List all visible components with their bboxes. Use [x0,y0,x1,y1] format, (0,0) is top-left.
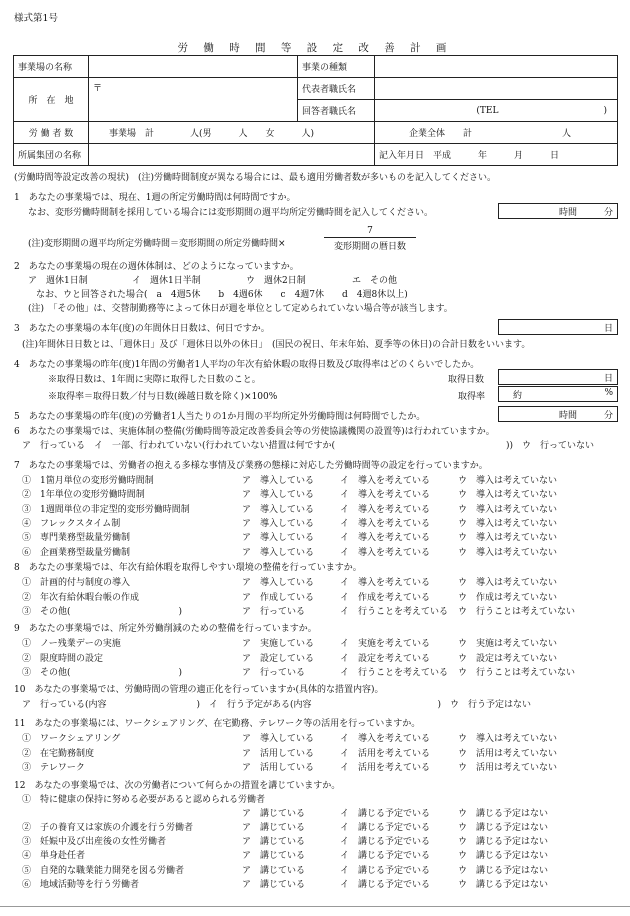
q1-fraction-den: 変形期間の暦日数 [333,242,406,252]
q8-item-label: ③ その他( ) [22,607,183,617]
q7-option-a[interactable]: ア 導入している [242,547,315,558]
business-type-label: 事業の種類 [298,56,375,78]
q12-item1-opt-u[interactable]: ウ 講じる予定はない [458,809,549,819]
q2-option-e[interactable]: エ その他 [352,276,398,286]
q12-option-a[interactable]: ア 講じている [242,823,306,833]
q9-text: 9 あなたの事業場では、所定外労働削減のための整備を行っていますか。 [14,624,317,634]
q8-item-label: ② 年次有給休暇台帳の作成 [22,592,140,603]
q12-item1-opt-i[interactable]: イ 講じる予定でいる [340,809,431,819]
q4-note1: ※取得日数は、1年間に実際に取得した日数のこと。 [48,375,261,385]
q11-item-label: ② 在宅勤務制度 [22,748,95,759]
q11-item-label: ③ テレワーク [22,763,85,773]
q8-text: 8 あなたの事業場では、年次有給休暇を取得しやすい環境の整備を行っていますか。 [14,563,362,573]
q4-days-unit: 日 [603,374,613,384]
q4-rate-prefix: 約 [513,391,523,401]
q9-option-i[interactable]: イ 設定を考えている [340,653,431,664]
document-title: 労 働 時 間 等 設 定 改 善 計 画 [177,42,453,54]
respondent-field[interactable] [375,100,618,122]
q11-option-a[interactable]: ア 活用している [242,763,315,773]
q9-option-u[interactable]: ウ 実施は考えていない [458,639,558,649]
establishment-name-label: 事業場の名称 [14,56,89,78]
q7-option-u[interactable]: ウ 導入は考えていない [458,533,558,544]
q12-text: 12 あなたの事業場では、次の労働者について何らかの措置を講じていますか。 [14,781,341,791]
q12-option-u[interactable]: ウ 講じる予定はない [458,865,549,876]
q5-box-unit: 時間 分 [558,411,613,421]
postal-mark: 〒 [93,84,103,94]
q11-option-i[interactable]: イ 活用を考えている [340,763,431,773]
q6-text: 6 あなたの事業場では、実施体制の整備(労働時間等設定改善委員会等の労使協議機関の設置等)は行われていますか。 [14,427,495,437]
q3-box-unit: 日 [603,324,613,334]
tel-open: (TEL [476,105,499,116]
q2-text: 2 あなたの事業場の現在の週休体制は、どのようになっていますか。 [14,262,299,272]
q8-option-i[interactable]: イ 行うことを考えている [340,607,449,617]
q7-option-u[interactable]: ウ 導入は考えていない [458,490,558,501]
q5-text: 5 あなたの事業場の昨年(度)の労働者1人当たりの1か月間の平均所定外労働時間は何時間でしたか。 [14,412,426,422]
company-total-text: 企業全体 計 人 [409,129,572,139]
representative-field[interactable] [375,78,618,100]
q6-options[interactable]: ア 行っている イ 一部、行われていない(行われていない措置は何ですか( )) ウ 行っていない [22,441,595,451]
tel-close: ) [603,105,607,116]
address-field[interactable] [89,78,298,122]
q12-option-i[interactable]: イ 講じる予定でいる [340,879,431,890]
representative-label: 代表者職氏名 [298,78,375,100]
q7-item-label: ① 1箇月単位の変形労働時間制 [22,476,154,486]
q12-option-i[interactable]: イ 講じる予定でいる [340,837,431,848]
q7-option-u[interactable]: ウ 導入は考えていない [458,504,558,515]
q7-item-label: ⑤ 専門業務型裁量労働制 [22,533,131,544]
q3-text: 3 あなたの事業場の本年(度)の年間休日日数は、何日ですか。 [14,324,270,334]
q7-option-a[interactable]: ア 導入している [242,476,315,486]
q10-options[interactable]: ア 行っている(内容 ) イ 行う予定がある(内容 ) ウ 行う予定はない [22,700,532,710]
q12-item1-label: ① 特に健康の保持に努める必要があると認められる労働者 [22,795,266,805]
q5-answer-box[interactable] [498,406,618,422]
entry-date-text: 記入年月日 平成 年 月 日 [379,151,560,161]
q11-option-u[interactable]: ウ 導入は考えていない [458,734,558,744]
q11-text: 11 あなたの事業場には、ワークシェアリング、在宅勤務、テレワーク等の活用を行っていますか。 [14,719,421,729]
q8-option-u[interactable]: ウ 作成は考えていない [458,592,558,603]
q9-option-i[interactable]: イ 行うことを考えている [340,668,449,678]
q9-item-label: ② 限度時間の設定 [22,653,104,664]
group-label: 所属集団の名称 [14,144,89,166]
q9-item-label: ① ノー残業デーの実施 [22,639,121,649]
q12-option-u[interactable]: ウ 講じる予定はない [458,837,549,848]
q4-rate-box[interactable] [498,386,618,402]
q7-option-i[interactable]: イ 導入を考えている [340,490,431,501]
q4-rate-unit: % [604,388,613,398]
q12-option-u[interactable]: ウ 講じる予定はない [458,851,549,862]
q7-option-a[interactable]: ア 導入している [242,533,315,544]
q12-option-i[interactable]: イ 講じる予定でいる [340,823,431,833]
intro-note: (労働時間等設定改善の現状) (注)労働時間制度が異なる場合には、最も適用労働者数が多いものを記入してください。 [14,173,497,183]
q11-item-label: ① ワークシェアリング [22,734,121,744]
q1-text: 1 あなたの事業場では、現在、1週の所定労働時間は何時間ですか。 [14,193,296,203]
q11-option-u[interactable]: ウ 活用は考えていない [458,763,558,773]
form-number: 様式第1号 [14,13,59,24]
q7-option-i[interactable]: イ 導入を考えている [340,518,431,529]
q4-text: 4 あなたの事業場の昨年(度)1年間の労働者1人平均の年次有給休暇の取得日数及び取得率はどのくらいでしたか。 [14,360,480,370]
q8-option-u[interactable]: ウ 導入は考えていない [458,578,558,588]
q8-option-a[interactable]: ア 行っている [242,607,306,617]
q8-option-a[interactable]: ア 作成している [242,592,315,603]
q7-option-i[interactable]: イ 導入を考えている [340,547,431,558]
q7-option-i[interactable]: イ 導入を考えている [340,476,431,486]
q11-option-i[interactable]: イ 活用を考えている [340,748,431,759]
group-field[interactable] [89,144,375,166]
q8-option-u[interactable]: ウ 行うことは考えていない [458,607,576,617]
q7-option-a[interactable]: ア 導入している [242,490,315,501]
q1-answer-box[interactable] [498,203,618,219]
q7-item-label: ④ フレックスタイム制 [22,518,121,529]
q1-fraction [324,226,416,252]
q12-option-i[interactable]: イ 講じる予定でいる [340,865,431,876]
q7-option-i[interactable]: イ 導入を考えている [340,533,431,544]
address-label: 所 在 地 [14,78,89,122]
q8-item-label: ① 計画的付与制度の導入 [22,578,131,588]
q12-item-label: ④ 単身赴任者 [22,851,86,862]
q2-sub-options: なお、ウと回答された場合( a 4週5休 b 4週6休 c 4週7休 d 4週8休以上) [36,290,408,300]
company-total-field[interactable] [375,122,618,144]
q12-option-u[interactable]: ウ 講じる予定はない [458,879,549,890]
q11-option-a[interactable]: ア 導入している [242,734,315,744]
q1-box-unit: 時間 分 [558,208,613,218]
q11-option-u[interactable]: ウ 活用は考えていない [458,748,558,759]
q7-option-u[interactable]: ウ 導入は考えていない [458,476,558,486]
entry-date-field[interactable] [375,144,618,166]
q4-days-label: 取得日数 [448,375,485,385]
q9-option-i[interactable]: イ 実施を考えている [340,639,431,649]
q2-option-u[interactable]: ウ 週休2日制 [246,276,306,286]
page-bottom-rule [0,906,630,907]
workers-establishment-field[interactable] [89,122,375,144]
q4-note2: ※取得率＝取得日数／付与日数(繰越日数を除く)×100% [48,392,278,402]
q12-option-a[interactable]: ア 講じている [242,851,306,862]
q10-text: 10 あなたの事業場では、労働時間の管理の適正化を行っていますか(具体的な措置内容)。 [14,685,384,695]
respondent-label: 回答者職氏名 [298,100,375,122]
q12-item1-opt-a[interactable]: ア 講じている [242,809,306,819]
q12-item-label: ⑥ 地域活動等を行う労働者 [22,879,140,890]
q7-text: 7 あなたの事業場では、労働者の抱える多様な事情及び業務の態様に対応した労働時間等の設定を行っていますか。 [14,461,488,471]
q9-option-a[interactable]: ア 設定している [242,653,315,664]
q2-option-i[interactable]: イ 週休1日半制 [132,276,201,286]
q3-answer-box[interactable] [498,319,618,335]
q7-item-label: ③ 1週間単位の非定型的変形労働時間制 [22,504,190,515]
q7-option-i[interactable]: イ 導入を考えている [340,504,431,515]
q7-option-u[interactable]: ウ 導入は考えていない [458,518,558,529]
q9-option-a[interactable]: ア 行っている [242,668,306,678]
q11-option-a[interactable]: ア 活用している [242,748,315,759]
workers-establishment-text: 事業場 計 人(男 人 女 人) [109,129,315,139]
q2-note: (注) 「その他」は、交替制勤務等によって休日が週を単位として定められていない場合等が該当します。 [28,304,453,314]
q7-option-a[interactable]: ア 導入している [242,518,315,529]
q12-option-a[interactable]: ア 講じている [242,865,306,876]
q9-option-u[interactable]: ウ 設定は考えていない [458,653,558,664]
fraction-bar [324,237,416,238]
q7-item-label: ② 1年単位の変形労働時間制 [22,490,145,501]
q12-option-a[interactable]: ア 講じている [242,879,306,890]
q8-option-a[interactable]: ア 導入している [242,578,315,588]
q12-item-label: ⑤ 自発的な職業能力開発を図る労働者 [22,865,185,876]
q12-item-label: ③ 妊娠中及び出産後の女性労働者 [22,837,167,848]
q9-option-a[interactable]: ア 実施している [242,639,315,649]
q8-option-i[interactable]: イ 作成を考えている [340,592,431,603]
business-type-field[interactable] [375,56,618,78]
q12-item-label: ② 子の養育又は家族の介護を行う労働者 [22,823,194,833]
q12-option-u[interactable]: ウ 講じる予定はない [458,823,549,833]
establishment-info-table [13,55,618,166]
q7-option-a[interactable]: ア 導入している [242,504,315,515]
q9-option-u[interactable]: ウ 行うことは考えていない [458,668,576,678]
establishment-name-field[interactable] [89,56,298,78]
q7-option-u[interactable]: ウ 導入は考えていない [458,547,558,558]
q4-rate-label: 取得率 [458,392,486,402]
q2-option-a[interactable]: ア 週休1日制 [28,276,88,286]
q4-days-box[interactable] [498,369,618,385]
q11-option-i[interactable]: イ 導入を考えている [340,734,431,744]
q1-formula: (注)変形期間の週平均所定労働時間＝変形期間の所定労働時間× [28,239,286,249]
q1-fraction-num: 7 [367,226,373,236]
q1-note: なお、変形労働時間制を採用している場合には変形期間の週平均所定労働時間を記入してください。 [28,208,434,218]
q3-note: (注)年間休日日数とは、「週休日」及び「週休日以外の休日」 (国民の祝日、年末年始、夏季等の休日)の合計日数をいいます。 [22,340,531,350]
workers-label: 労 働 者 数 [14,122,89,144]
q12-option-a[interactable]: ア 講じている [242,837,306,848]
q9-item-label: ③ その他( ) [22,668,183,678]
q12-option-i[interactable]: イ 講じる予定でいる [340,851,431,862]
q8-option-i[interactable]: イ 導入を考えている [340,578,431,588]
q7-item-label: ⑥ 企画業務型裁量労働制 [22,547,131,558]
